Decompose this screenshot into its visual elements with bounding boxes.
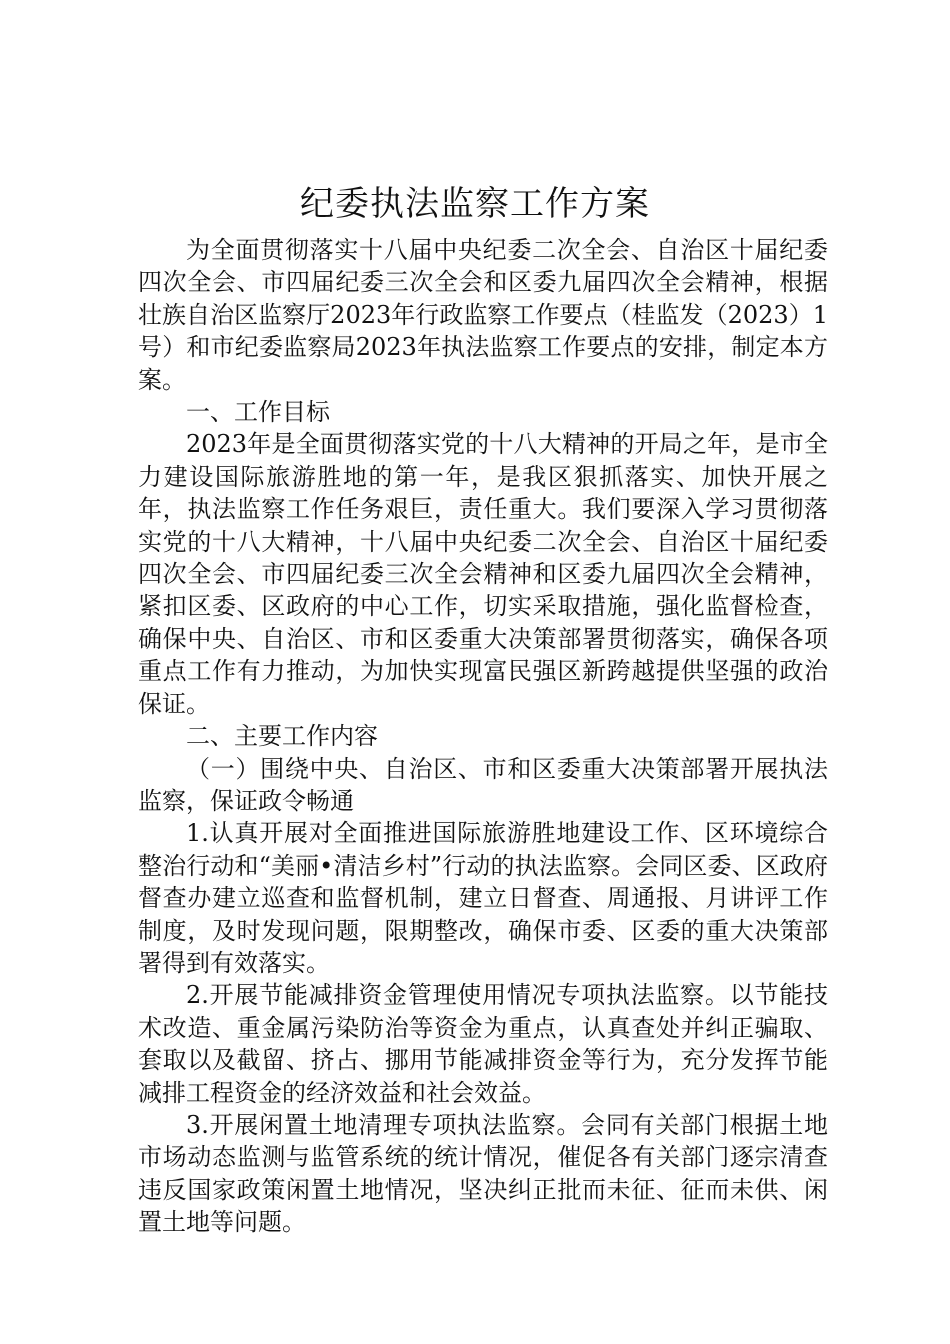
item-paragraph-3: 3.开展闲置土地清理专项执法监察。会同有关部门根据土地市场动态监测与监管系统的统计情况，催促各有关部门逐宗清查违反国家政策闲置土地情况，坚决纠正批而未征、征而未供、闲置土地等问题。 bbox=[138, 1110, 828, 1237]
section-heading-goals: 一、工作目标 bbox=[186, 398, 330, 427]
document-title: 纪委执法监察工作方案 bbox=[300, 184, 650, 224]
document-body bbox=[138, 234, 828, 1239]
item-paragraph-1: 1.认真开展对全面推进国际旅游胜地建设工作、区环境综合整治行动和“美丽•清洁乡村”行动的执法监察。会同区委、区政府督查办建立巡查和监督机制，建立日督查、周通报、月讲评工作制度，及时发现问题，限期整改，确保市委、区委的重大决策部署得到有效落实。 bbox=[138, 819, 828, 977]
intro-paragraph: 为全面贯彻落实十八届中央纪委二次全会、自治区十届纪委四次全会、市四届纪委三次全会和区委九届四次全会精神，根据壮族自治区监察厅2023年行政监察工作要点（桂监发（2023）1号）和市纪委监察局2023年执法监察工作要点的安排，制定本方案。 bbox=[138, 236, 828, 394]
goals-paragraph: 2023年是全面贯彻落实党的十八大精神的开局之年，是市全力建设国际旅游胜地的第一年，是我区狠抓落实、加快开展之年，执法监察工作任务艰巨，责任重大。我们要深入学习贯彻落实党的十八大精神，十八届中央纪委二次全会、自治区十届纪委四次全会、市四届纪委三次全会精神和区委九届四次全会精神，紧扣区委、区政府的中心工作，切实采取措施，强化监督检查，确保中央、自治区、市和区委重大决策部署贯彻落实，确保各项重点工作有力推动，为加快实现富民强区新跨越提供坚强的政治保证。 bbox=[138, 430, 828, 718]
section-heading-main-content: 二、主要工作内容 bbox=[186, 722, 378, 751]
item-paragraph-2: 2.开展节能减排资金管理使用情况专项执法监察。以节能技术改造、重金属污染防治等资金为重点，认真查处并纠正骗取、套取以及截留、挤占、挪用节能减排资金等行为，充分发挥节能减排工程资金的经济效益和社会效益。 bbox=[138, 981, 828, 1107]
subsection-heading-1: （一）围绕中央、自治区、市和区委重大决策部署开展执法监察，保证政令畅通 bbox=[138, 754, 828, 815]
